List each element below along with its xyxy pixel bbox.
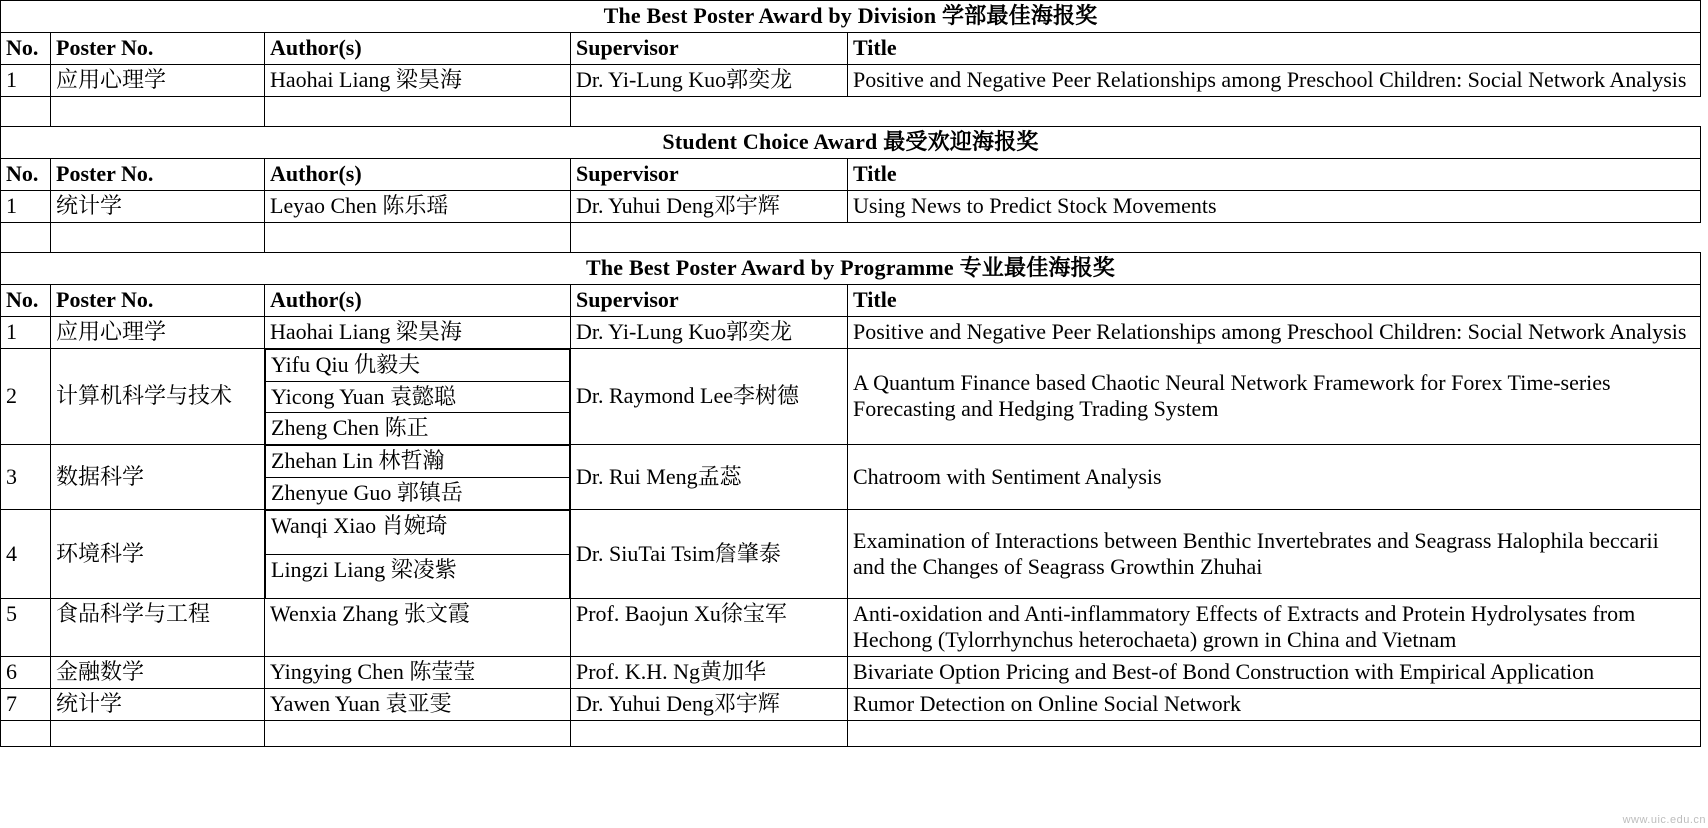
authors-list <box>265 445 570 509</box>
spacer-cell-title <box>848 96 1701 126</box>
col-header-poster-no: Poster No. <box>51 284 265 316</box>
cell-no: 1 <box>1 190 51 222</box>
col-header-authors: Author(s) <box>265 32 571 64</box>
cell-title: Anti-oxidation and Anti-inflammatory Effects of Extracts and Protein Hydrolysates from Hechong (Tylorrhynchus heterochaeta) grown in China and Vietnam <box>848 599 1701 657</box>
cell-title: Examination of Interactions between Benthic Invertebrates and Seagrass Halophila beccarii and the Changes of Seagrass Growthin Zhuhai <box>848 510 1701 599</box>
cell-authors: Leyao Chen 陈乐瑶 <box>265 190 571 222</box>
author-entry: Yifu Qiu 仇毅夫 <box>266 349 570 381</box>
author-entry: Yicong Yuan 袁懿聪 <box>266 381 570 413</box>
cell-no: 2 <box>1 348 51 445</box>
authors-list <box>265 349 570 445</box>
cell-title: Using News to Predict Stock Movements <box>848 190 1701 222</box>
spacer-cell-poster <box>51 222 265 252</box>
section-title-division <box>1 1 1701 33</box>
cell-title: Chatroom with Sentiment Analysis <box>848 445 1701 510</box>
cell-poster-no: 统计学 <box>51 190 265 222</box>
cell-no <box>1 721 51 747</box>
cell-authors: Yingying Chen 陈莹莹 <box>265 657 571 689</box>
section-title-en: The Best Poster Award by Division <box>603 3 937 28</box>
cell-authors <box>265 510 571 599</box>
spacer-row <box>1 96 1701 126</box>
col-header-no: No. <box>1 32 51 64</box>
watermark: www.uic.edu.cn <box>1622 814 1706 826</box>
cell-authors <box>265 721 571 747</box>
col-header-title: Title <box>848 284 1701 316</box>
cell-title: A Quantum Finance based Chaotic Neural Network Framework for Forex Time-series Forecasting and Hedging Trading System <box>848 348 1701 445</box>
section-title-en: The Best Poster Award by Programme <box>585 254 954 280</box>
cell-supervisor <box>571 721 848 747</box>
section-title-text <box>1 1 1701 33</box>
cell-supervisor: Dr. Raymond Lee李树德 <box>571 348 848 445</box>
cell-title: Bivariate Option Pricing and Best-of Bond Construction with Empirical Application <box>848 657 1701 689</box>
cell-poster-no: 环境科学 <box>51 510 265 599</box>
col-header-supervisor: Supervisor <box>571 158 848 190</box>
cell-title <box>848 721 1701 747</box>
cell-authors <box>265 348 571 445</box>
author-entry: Lingzi Liang 梁凌紫 <box>266 555 570 599</box>
section-title-student-choice <box>1 126 1701 158</box>
table-row <box>1 599 1701 657</box>
section-title-en: Student Choice Award <box>662 128 878 154</box>
spacer-row <box>1 222 1701 252</box>
section-title-cn: 最受欢迎海报奖 <box>883 128 1039 154</box>
cell-supervisor: Dr. Yuhui Deng邓宇辉 <box>571 689 848 721</box>
cell-authors <box>265 445 571 510</box>
cell-no: 1 <box>1 316 51 348</box>
table-row <box>1 689 1701 721</box>
table-row <box>1 348 1701 445</box>
cell-poster-no: 计算机科学与技术 <box>51 348 265 445</box>
cell-poster-no: 统计学 <box>51 689 265 721</box>
cell-poster-no: 食品科学与工程 <box>51 599 265 657</box>
cell-supervisor: Dr. Yi-Lung Kuo郭奕龙 <box>571 316 848 348</box>
cell-authors: Haohai Liang 梁昊海 <box>265 64 571 96</box>
table-row <box>1 445 1701 510</box>
table-row <box>1 64 1701 96</box>
cell-no: 7 <box>1 689 51 721</box>
cell-title: Positive and Negative Peer Relationships among Preschool Children: Social Network Analysis <box>848 316 1701 348</box>
table-row <box>1 510 1701 599</box>
section-title-cn: 专业最佳海报奖 <box>959 254 1116 280</box>
spacer-cell-poster <box>51 96 265 126</box>
cell-no: 3 <box>1 445 51 510</box>
table-header-row <box>1 32 1701 64</box>
col-header-no: No. <box>1 284 51 316</box>
spacer-cell-author <box>265 96 571 126</box>
table-row <box>1 190 1701 222</box>
cell-no: 5 <box>1 599 51 657</box>
cell-poster-no: 应用心理学 <box>51 64 265 96</box>
cell-title: Positive and Negative Peer Relationships among Preschool Children: Social Network Analysis <box>848 64 1701 96</box>
author-entry: Zhenyue Guo 郭镇岳 <box>266 478 570 509</box>
cell-authors: Yawen Yuan 袁亚雯 <box>265 689 571 721</box>
col-header-supervisor: Supervisor <box>571 32 848 64</box>
cell-supervisor: Prof. Baojun Xu徐宝军 <box>571 599 848 657</box>
cell-poster-no: 金融数学 <box>51 657 265 689</box>
table-header-row <box>1 284 1701 316</box>
cell-supervisor: Dr. Rui Meng孟蕊 <box>571 445 848 510</box>
spacer-cell-title <box>848 222 1701 252</box>
cell-supervisor: Dr. Yi-Lung Kuo郭奕龙 <box>571 64 848 96</box>
col-header-authors: Author(s) <box>265 284 571 316</box>
cell-authors: Wenxia Zhang 张文霞 <box>265 599 571 657</box>
cell-authors: Haohai Liang 梁昊海 <box>265 316 571 348</box>
col-header-supervisor: Supervisor <box>571 284 848 316</box>
spacer-cell-sup <box>571 96 848 126</box>
spacer-cell-no <box>1 96 51 126</box>
cell-no: 4 <box>1 510 51 599</box>
spacer-cell-author <box>265 222 571 252</box>
section-title-cn: 学部最佳海报奖 <box>942 3 1098 28</box>
author-entry: Wanqi Xiao 肖婉琦 <box>266 511 570 555</box>
spacer-cell-sup <box>571 222 848 252</box>
cell-no: 6 <box>1 657 51 689</box>
cell-title: Rumor Detection on Online Social Network <box>848 689 1701 721</box>
author-entry: Zheng Chen 陈正 <box>266 413 570 444</box>
col-header-title: Title <box>848 158 1701 190</box>
cell-supervisor: Dr. Yuhui Deng邓宇辉 <box>571 190 848 222</box>
section-title-text <box>1 126 1701 158</box>
cell-poster-no: 数据科学 <box>51 445 265 510</box>
spacer-cell-no <box>1 222 51 252</box>
author-entry: Zhehan Lin 林哲瀚 <box>266 446 570 478</box>
col-header-poster-no: Poster No. <box>51 158 265 190</box>
section-title-programme <box>1 252 1701 284</box>
col-header-title: Title <box>848 32 1701 64</box>
table-header-row <box>1 158 1701 190</box>
table-row <box>1 316 1701 348</box>
cell-poster-no <box>51 721 265 747</box>
cell-no: 1 <box>1 64 51 96</box>
cell-supervisor: Prof. K.H. Ng黄加华 <box>571 657 848 689</box>
authors-list <box>265 510 570 598</box>
table-row <box>1 657 1701 689</box>
table-row-partial <box>1 721 1701 747</box>
cell-supervisor: Dr. SiuTai Tsim詹肇泰 <box>571 510 848 599</box>
cell-poster-no: 应用心理学 <box>51 316 265 348</box>
col-header-no: No. <box>1 158 51 190</box>
col-header-authors: Author(s) <box>265 158 571 190</box>
col-header-poster-no: Poster No. <box>51 32 265 64</box>
section-title-text <box>1 252 1701 284</box>
